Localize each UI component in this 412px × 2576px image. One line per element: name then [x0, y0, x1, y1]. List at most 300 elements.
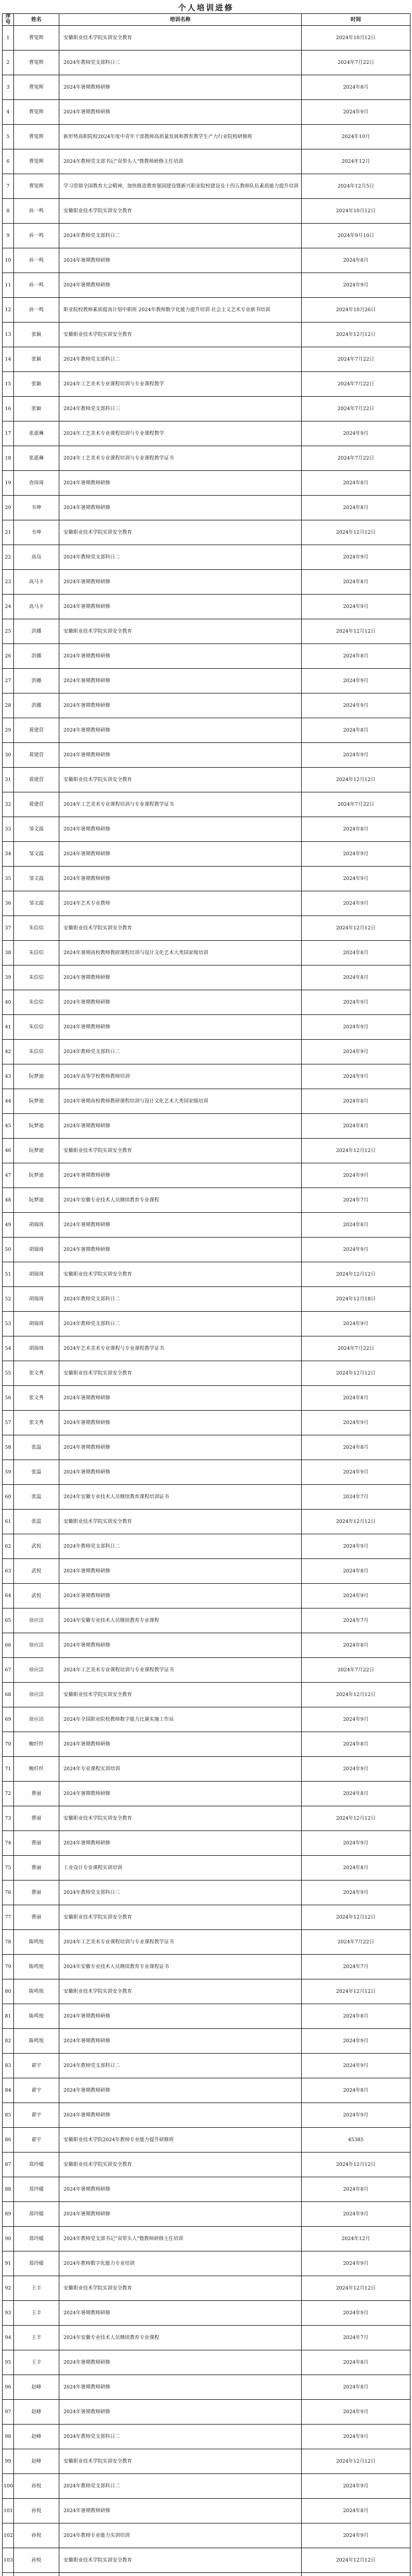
- cell-name: 孙一鸣: [14, 248, 59, 273]
- cell-date: 2024年7月22日: [302, 50, 410, 75]
- cell-course: 安徽职业技术学院实训安全教育: [59, 2153, 302, 2177]
- cell-course: 2024年暑期教师研修: [59, 1559, 302, 1584]
- cell-name: 孙一鸣: [14, 199, 59, 224]
- cell-date: 2024年12月5日: [302, 174, 410, 199]
- table-row: [3, 1559, 410, 1584]
- cell-course: 2024年暑期教师研修: [59, 990, 302, 1015]
- cell-date: 2024年8月: [302, 1089, 410, 1114]
- cell-date: 2024年8月: [302, 1386, 410, 1411]
- cell-name: 黄建营: [14, 768, 59, 792]
- cell-date: 2024年9月: [302, 867, 410, 891]
- cell-name: 赵峰: [14, 2449, 59, 2474]
- cell-name: 孙悦: [14, 2499, 59, 2523]
- cell-course: 2024年暑期教师研修: [59, 1831, 302, 1856]
- cell-name: 邹文霞: [14, 891, 59, 916]
- cell-course: 2024年艺术美术专业课程与专业课程教学证书: [59, 1336, 302, 1361]
- cell-course: 2024年暑期教师研修: [59, 965, 302, 990]
- cell-index: 85: [3, 2103, 14, 2128]
- cell-name: 阮梦迪: [14, 1139, 59, 1163]
- cell-index: 7: [3, 174, 14, 199]
- table-row: [3, 1312, 410, 1336]
- cell-date: 2024年9月: [302, 1163, 410, 1188]
- table-row: [3, 1139, 410, 1163]
- cell-course: 2024年暑期教师研修: [59, 1386, 302, 1411]
- table-row: [3, 916, 410, 941]
- table-row: [3, 397, 410, 421]
- table-row: [3, 1633, 410, 1658]
- cell-name: 胡瑞琦: [14, 1336, 59, 1361]
- table-row: [3, 1485, 410, 1510]
- cell-date: 2024年8月: [302, 2004, 410, 2029]
- cell-name: 王丰: [14, 2276, 59, 2301]
- cell-index: 40: [3, 990, 14, 1015]
- cell-name: 邹文霞: [14, 867, 59, 891]
- table-row: [3, 347, 410, 372]
- cell-date: 2024年8月: [302, 570, 410, 595]
- cell-course: 2024年暑期教师研修: [59, 1584, 302, 1608]
- cell-name: 朱信信: [14, 1040, 59, 1064]
- table-row: [3, 2375, 410, 2400]
- cell-course: 2024年教师党支部科日二: [59, 2425, 302, 2449]
- header-course: 培训名称: [59, 14, 302, 26]
- cell-course: 2024年暑期教师研修: [59, 2301, 302, 2326]
- cell-index: 19: [3, 471, 14, 496]
- table-row: [3, 1831, 410, 1856]
- cell-course: 安徽职业技术学院实训安全教育: [59, 1683, 302, 1707]
- table-row: [3, 941, 410, 965]
- cell-name: 张惠琳: [14, 421, 59, 446]
- cell-date: 2024年9月: [302, 1238, 410, 1262]
- cell-course: 2024年暑期教师研修: [59, 1435, 302, 1460]
- cell-date: 2024年12月12日: [302, 1510, 410, 1534]
- cell-name: 曹笕辉: [14, 75, 59, 100]
- cell-course: 2024年教师党支部科日三: [59, 50, 302, 75]
- cell-date: 2024年8月: [302, 496, 410, 520]
- table-row: [3, 965, 410, 990]
- table-row: [3, 1856, 410, 1880]
- cell-index: 52: [3, 1287, 14, 1312]
- cell-course: 2024年安徽专业技术人员继续教育专业课程: [59, 1188, 302, 1213]
- cell-course: 2024年工艺美术专业课程培训与专业课程教学证书: [59, 446, 302, 471]
- cell-course: 2024年暑期教师研修: [59, 2400, 302, 2425]
- cell-name: 郑玲媛: [14, 2202, 59, 2227]
- cell-course: 2024年暑期教师研修: [59, 471, 302, 496]
- cell-index: 31: [3, 768, 14, 792]
- table-row: [3, 2499, 410, 2523]
- cell-index: 47: [3, 1163, 14, 1188]
- cell-index: 38: [3, 941, 14, 965]
- cell-index: 16: [3, 397, 14, 421]
- cell-index: 95: [3, 2350, 14, 2375]
- table-row: [3, 718, 410, 743]
- cell-date: 2024年9月: [302, 1015, 410, 1040]
- cell-name: 韦坤: [14, 496, 59, 520]
- cell-index: 87: [3, 2153, 14, 2177]
- cell-course: 安徽职业技术学院实训安全教育: [59, 520, 302, 545]
- cell-date: 2024年9月: [302, 2400, 410, 2425]
- cell-index: 69: [3, 1707, 14, 1732]
- cell-date: 2024年9月: [302, 1880, 410, 1905]
- cell-date: 2024年12月12日: [302, 619, 410, 644]
- table-row: [3, 174, 410, 199]
- cell-name: 徐应洁: [14, 1658, 59, 1683]
- table-row: [3, 2251, 410, 2276]
- cell-index: 46: [3, 1139, 14, 1163]
- cell-index: 42: [3, 1040, 14, 1064]
- cell-name: 胡瑞琦: [14, 1238, 59, 1262]
- table-row: [3, 1880, 410, 1905]
- cell-date: 2024年12月12日: [302, 1683, 410, 1707]
- cell-course: 2024年教师党支部科日二: [59, 1040, 302, 1064]
- table-row: [3, 1707, 410, 1732]
- table-row: [3, 372, 410, 397]
- table-row: [3, 2004, 410, 2029]
- cell-index: 45: [3, 1114, 14, 1139]
- cell-course: 安徽职业技术学院2024年教师专业能力提升研修班: [59, 2128, 302, 2153]
- cell-date: 2024年9月: [302, 1411, 410, 1435]
- cell-course: 2024年工艺美术专业课程培训与专业课程教学: [59, 372, 302, 397]
- cell-date: 2024年9月: [302, 2029, 410, 2054]
- cell-index: 74: [3, 1831, 14, 1856]
- cell-index: 21: [3, 520, 14, 545]
- cell-course: 2024年暑期教师研修: [59, 2004, 302, 2029]
- cell-course: 学习贯彻全国教育大会精神，加快推进教育强国建设暨新兴职业院校建设及十四五教师队伍素质能力提升培训: [59, 174, 302, 199]
- cell-index: 92: [3, 2276, 14, 2301]
- cell-name: 孙一鸣: [14, 273, 59, 298]
- table-row: [3, 471, 410, 496]
- cell-index: 96: [3, 2375, 14, 2400]
- table-row: [3, 520, 410, 545]
- table-row: [3, 595, 410, 619]
- cell-course: 安徽职业技术学院实训安全教育: [59, 619, 302, 644]
- table-row: [3, 1064, 410, 1089]
- cell-course: 2024年暑期教师研修: [59, 248, 302, 273]
- cell-index: 57: [3, 1411, 14, 1435]
- cell-index: 41: [3, 1015, 14, 1040]
- cell-index: 65: [3, 1608, 14, 1633]
- table-row: [3, 26, 410, 50]
- table-row: [3, 1238, 410, 1262]
- cell-index: 13: [3, 323, 14, 347]
- cell-course: 2024年暑期教师研修: [59, 1460, 302, 1485]
- cell-name: 陈鸣悦: [14, 1955, 59, 1979]
- cell-index: 73: [3, 1806, 14, 1831]
- cell-course: 2024年教师党支部科日三: [59, 397, 302, 421]
- table-row: [3, 669, 410, 693]
- cell-date: 2024年8月: [302, 718, 410, 743]
- table-row: [3, 1386, 410, 1411]
- cell-course: 2024年暑期教师研修: [59, 817, 302, 842]
- table-row: [3, 1905, 410, 1930]
- cell-name: 武悦: [14, 1534, 59, 1559]
- cell-index: 37: [3, 916, 14, 941]
- cell-date: 2024年12月12日: [302, 1361, 410, 1386]
- cell-date: 2024年9月: [302, 273, 410, 298]
- training-table: [2, 13, 410, 2576]
- cell-index: 100: [3, 2474, 14, 2499]
- cell-date: 2024年9月: [302, 545, 410, 570]
- cell-name: 曹笕辉: [14, 100, 59, 125]
- cell-course: 安徽职业技术学院实训安全教育: [59, 2548, 302, 2573]
- cell-course: 2024年教师党支部科日二: [59, 545, 302, 570]
- table-row: [3, 2523, 410, 2548]
- cell-date: 2024年12月12日: [302, 323, 410, 347]
- page-title: 个人培训进修: [178, 3, 234, 12]
- cell-index: 79: [3, 1955, 14, 1979]
- cell-name: 张惠琳: [14, 446, 59, 471]
- cell-name: 高岛: [14, 545, 59, 570]
- cell-name: 胡瑞琦: [14, 1287, 59, 1312]
- cell-name: 邹文霞: [14, 817, 59, 842]
- cell-index: 27: [3, 669, 14, 693]
- cell-name: 徐应洁: [14, 1608, 59, 1633]
- cell-name: 王丰: [14, 2326, 59, 2350]
- cell-date: 2024年8月: [302, 1856, 410, 1880]
- cell-index: 11: [3, 273, 14, 298]
- table-row: [3, 1411, 410, 1435]
- cell-name: 赵峰: [14, 2425, 59, 2449]
- cell-name: 曹笕辉: [14, 149, 59, 174]
- cell-date: 2024年8月: [302, 817, 410, 842]
- cell-name: 张颖: [14, 372, 59, 397]
- cell-name: 翟宇: [14, 2128, 59, 2153]
- cell-name: 赵峰: [14, 2400, 59, 2425]
- cell-course: 2024年暑期教师研修: [59, 1732, 302, 1757]
- cell-course: 2024年暑期教师研修: [59, 867, 302, 891]
- cell-date: 2024年8月: [302, 965, 410, 990]
- cell-name: 张温: [14, 1460, 59, 1485]
- cell-index: 1: [3, 26, 14, 50]
- cell-course: 2024年工艺美术专业课程培训与专业课程教学证书: [59, 1930, 302, 1955]
- cell-date: 2024年8月: [302, 2375, 410, 2400]
- cell-date: 2024年9月: [302, 1040, 410, 1064]
- table-row: [3, 1979, 410, 2004]
- cell-date: 2024年7月: [302, 1485, 410, 1510]
- cell-index: 2: [3, 50, 14, 75]
- cell-course: 2024年教师党支部科日二: [59, 224, 302, 248]
- table-row: [3, 644, 410, 669]
- cell-name: 朱信信: [14, 941, 59, 965]
- cell-course: 安徽职业技术学院实训安全教育: [59, 1806, 302, 1831]
- cell-name: 张温: [14, 1485, 59, 1510]
- cell-course: 2024年暑期教师研修: [59, 1015, 302, 1040]
- table-row: [3, 867, 410, 891]
- cell-date: 2024年8月: [302, 1114, 410, 1139]
- cell-index: 80: [3, 1979, 14, 2004]
- table-row: [3, 2202, 410, 2227]
- table-row: [3, 100, 410, 125]
- cell-date: 2024年12月12日: [302, 1979, 410, 2004]
- cell-index: 88: [3, 2177, 14, 2202]
- cell-name: 阮梦迪: [14, 1163, 59, 1188]
- cell-index: 44: [3, 1089, 14, 1114]
- cell-name: 曹丽: [14, 1856, 59, 1880]
- cell-course: 2024年教师专业能力实训培训: [59, 2523, 302, 2548]
- cell-date: 2024年7月: [302, 1955, 410, 1979]
- cell-name: 黄建营: [14, 792, 59, 817]
- cell-course: 2024年暑期教师研修: [59, 1163, 302, 1188]
- cell-name: 张文秀: [14, 1386, 59, 1411]
- cell-date: 2024年9月: [302, 2202, 410, 2227]
- cell-course: 2024年工艺美术专业课程培训与专业课程教学证书: [59, 792, 302, 817]
- table-row: [3, 1782, 410, 1806]
- cell-index: 55: [3, 1361, 14, 1386]
- cell-name: 郑玲媛: [14, 2251, 59, 2276]
- cell-course: 安徽职业技术学院实训安全教育: [59, 1905, 302, 1930]
- table-row: [3, 2301, 410, 2326]
- cell-course: 2024年暑期教师研修: [59, 1238, 302, 1262]
- cell-index: 28: [3, 693, 14, 718]
- cell-course: 安徽职业技术学院实训安全教育: [59, 1510, 302, 1534]
- cell-course: 2024年暑期教师研修: [59, 2350, 302, 2375]
- cell-index: 76: [3, 1880, 14, 1905]
- cell-date: 2024年8月: [302, 2499, 410, 2523]
- cell-date: 2024年9月: [302, 990, 410, 1015]
- cell-name: 洪娜: [14, 669, 59, 693]
- cell-name: 黄建营: [14, 718, 59, 743]
- cell-name: 武悦: [14, 1584, 59, 1608]
- cell-index: 3: [3, 75, 14, 100]
- table-header-row: [3, 14, 410, 26]
- table-row: [3, 1015, 410, 1040]
- cell-course: 2024年安徽专业技术人员继续教育专业课程: [59, 1608, 302, 1633]
- cell-date: 45385: [302, 2128, 410, 2153]
- cell-course: 2024年教师党支部科日二: [59, 1287, 302, 1312]
- cell-date: 2024年9月: [302, 2523, 410, 2548]
- cell-name: 张温: [14, 1510, 59, 1534]
- cell-name: 阮梦迪: [14, 1188, 59, 1213]
- cell-course: 2024年暑期教师研修: [59, 644, 302, 669]
- cell-date: 2024年8月: [302, 1213, 410, 1238]
- cell-index: 54: [3, 1336, 14, 1361]
- cell-index: 50: [3, 1238, 14, 1262]
- cell-index: 49: [3, 1213, 14, 1238]
- cell-index: [3, 2573, 14, 2576]
- cell-date: 2024年8月: [302, 1559, 410, 1584]
- cell-course: 2024年暑期教师研修: [59, 100, 302, 125]
- cell-date: 2024年9月: [302, 2103, 410, 2128]
- table-row: [3, 990, 410, 1015]
- cell-course: 职业院校教师素质提高计划中职班 2024年教师数字化能力提升培训 社会主义艺术专业新书培训: [59, 298, 302, 323]
- cell-course: 工业设计专业课程实训培训: [59, 1856, 302, 1880]
- table-row: [3, 2054, 410, 2078]
- cell-course: 2024年暑期教师研修: [59, 2078, 302, 2103]
- cell-course: 安徽职业技术学院实训安全教育: [59, 2276, 302, 2301]
- cell-date: 2024年10月12日: [302, 199, 410, 224]
- cell-name: 张文秀: [14, 1361, 59, 1386]
- cell-date: 2024年12月12日: [302, 2449, 410, 2474]
- cell-name: 王丰: [14, 2350, 59, 2375]
- cell-name: 鲍纤纤: [14, 1757, 59, 1782]
- cell-course: 2024年暑期教师研修: [59, 595, 302, 619]
- table-row: [3, 817, 410, 842]
- cell-index: 67: [3, 1658, 14, 1683]
- cell-index: 56: [3, 1386, 14, 1411]
- cell-name: [14, 2573, 59, 2576]
- table-row: [3, 323, 410, 347]
- cell-date: 2024年9月: [302, 1831, 410, 1856]
- table-row: [3, 619, 410, 644]
- cell-index: 72: [3, 1782, 14, 1806]
- cell-course: 2024年高等学校教师教师培训: [59, 1064, 302, 1089]
- cell-date: 2024年10月: [302, 125, 410, 149]
- cell-course: 2024年教师党支部科日二: [59, 1312, 302, 1336]
- table-row: [3, 891, 410, 916]
- cell-index: 102: [3, 2523, 14, 2548]
- cell-course: 2024年安徽专业技术人员继续教育专业课程: [59, 2326, 302, 2350]
- cell-name: 郑玲媛: [14, 2177, 59, 2202]
- table-row: [3, 248, 410, 273]
- cell-name: 黄建营: [14, 743, 59, 768]
- cell-index: 36: [3, 891, 14, 916]
- cell-name: 张颖: [14, 397, 59, 421]
- table-row: [3, 2128, 410, 2153]
- table-row: [3, 1163, 410, 1188]
- cell-index: 12: [3, 298, 14, 323]
- cell-index: 78: [3, 1930, 14, 1955]
- cell-name: 曹丽: [14, 1831, 59, 1856]
- table-row: [3, 1806, 410, 1831]
- cell-name: 武悦: [14, 1559, 59, 1584]
- cell-date: 2024年8月: [302, 1732, 410, 1757]
- table-row: [3, 273, 410, 298]
- cell-course: 2024年暑期教师研修: [59, 718, 302, 743]
- cell-index: 89: [3, 2202, 14, 2227]
- cell-course: 2024年暑期教师研修: [59, 2177, 302, 2202]
- table-row: [3, 1040, 410, 1064]
- table-row: [3, 768, 410, 792]
- cell-index: 18: [3, 446, 14, 471]
- cell-index: 15: [3, 372, 14, 397]
- cell-course: 2024年教师党支部科日二: [59, 1534, 302, 1559]
- table-row: [3, 545, 410, 570]
- table-row: [3, 1287, 410, 1312]
- cell-date: 2024年12月18日: [302, 1287, 410, 1312]
- table-row: [3, 1361, 410, 1386]
- cell-course: 安徽职业技术学院实训安全教育: [59, 1979, 302, 2004]
- cell-course: 2024年暑期教师研修: [59, 669, 302, 693]
- cell-name: 翟宇: [14, 2078, 59, 2103]
- cell-name: 曹丽: [14, 1782, 59, 1806]
- cell-date: 2024年7月: [302, 1608, 410, 1633]
- cell-name: 王丰: [14, 2301, 59, 2326]
- cell-name: 阮梦迪: [14, 1064, 59, 1089]
- cell-date: 2024年9月: [302, 1064, 410, 1089]
- cell-course: 2024年暑期教师研修: [59, 1411, 302, 1435]
- cell-index: 5: [3, 125, 14, 149]
- cell-name: 曹丽: [14, 1905, 59, 1930]
- cell-date: 2024年8月: [302, 1633, 410, 1658]
- cell-index: 62: [3, 1534, 14, 1559]
- cell-course: 2024年暑期教师研修: [59, 1213, 302, 1238]
- cell-index: 68: [3, 1683, 14, 1707]
- cell-date: 2024年9月: [302, 1312, 410, 1336]
- cell-date: 2024年7月22日: [302, 397, 410, 421]
- table-row: [3, 1336, 410, 1361]
- cell-index: 97: [3, 2400, 14, 2425]
- cell-course: 2024年教师党支部科日二: [59, 347, 302, 372]
- cell-course: 2024年暑期教师研修: [59, 2375, 302, 2400]
- cell-date: 2024年7月22日: [302, 1336, 410, 1361]
- table-row: [3, 1114, 410, 1139]
- cell-index: 6: [3, 149, 14, 174]
- table-row: [3, 570, 410, 595]
- cell-course: 2024年暑期教师研修: [59, 496, 302, 520]
- cell-date: 2024年9月: [302, 842, 410, 867]
- header-index: 序号: [3, 14, 14, 26]
- cell-index: 61: [3, 1510, 14, 1534]
- cell-name: 鲍纤纤: [14, 1732, 59, 1757]
